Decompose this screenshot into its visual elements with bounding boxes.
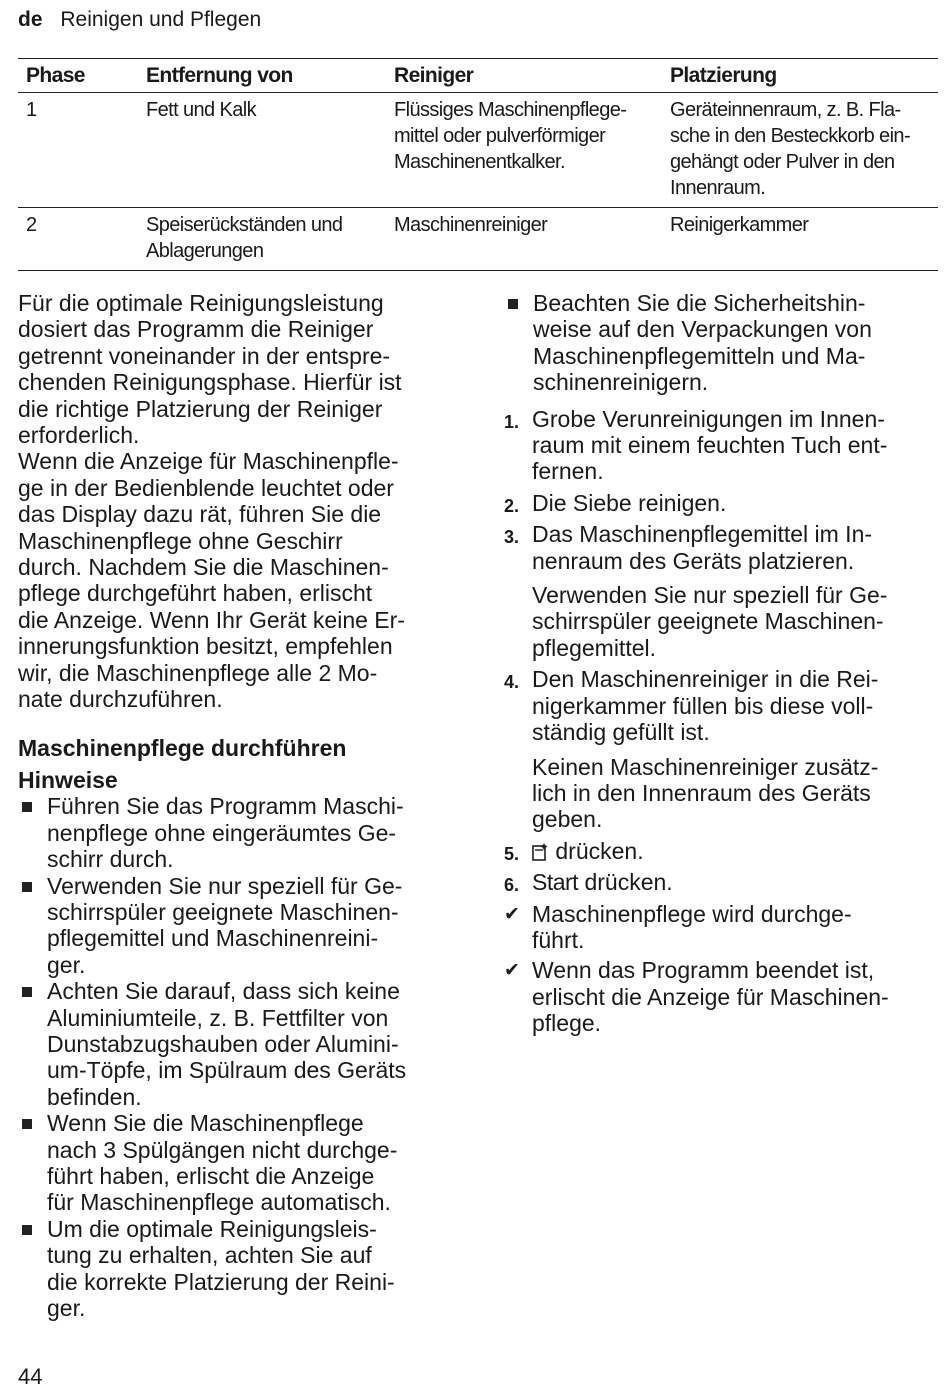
section-heading: Maschinenpflege durchführen bbox=[18, 734, 347, 761]
step-text: drücken. bbox=[578, 869, 673, 896]
start-key-label: Start bbox=[532, 869, 579, 896]
language-code: de bbox=[18, 8, 43, 31]
result-text: Wenn das Programm beendet ist, erlischt die Anzeige für Maschinen- pflege. bbox=[532, 957, 889, 1037]
step-number: 1. bbox=[504, 411, 520, 432]
left-column bbox=[18, 290, 458, 1321]
bullet-square-icon bbox=[22, 1225, 32, 1235]
safety-list bbox=[504, 290, 934, 396]
list-item bbox=[18, 873, 458, 979]
note-text: Wenn Sie die Maschinenpflege nach 3 Spülgängen nicht durchge- führt haben, erlischt die Anzeige für Maschinenpflege automatisch. bbox=[47, 1110, 398, 1216]
result-item bbox=[504, 901, 934, 954]
result-item bbox=[504, 957, 934, 1036]
table-row bbox=[18, 208, 938, 271]
step-note: Verwenden Sie nur speziell für Ge- schirrspüler geeignete Maschinen- pflegemittel. bbox=[532, 582, 888, 661]
step-text: Das Maschinenpflegemittel im In- nenraum des Geräts platzieren. bbox=[532, 521, 873, 574]
step-item bbox=[504, 406, 934, 485]
notes-list bbox=[18, 793, 458, 1321]
step-number: 3. bbox=[504, 527, 520, 548]
step-note: Keinen Maschinenreiniger zusätz- lich in den Innenraum des Geräts geben. bbox=[532, 753, 879, 833]
bullet-square-icon bbox=[22, 802, 32, 812]
step-item bbox=[504, 838, 934, 864]
step-text: Grobe Verunreinigungen im Innen- raum mit einem feuchten Tuch ent- fernen. bbox=[532, 405, 888, 485]
right-column bbox=[504, 290, 934, 1041]
cell-placement: Reinigerkammer bbox=[662, 208, 938, 271]
table-row bbox=[18, 93, 938, 208]
list-item bbox=[18, 793, 458, 872]
detergent-table bbox=[18, 58, 938, 271]
step-text: Die Siebe reinigen. bbox=[532, 489, 727, 516]
cell-removal: Fett und Kalk bbox=[138, 93, 386, 208]
intro-paragraph: Wenn die Anzeige für Maschinenpfle- ge in der Bedienblende leuchtet oder das Display dazu rät, führen Sie die Maschinenpflege ohne Geschirr durch. Nachdem Sie die Maschinen- pflege durchgeführt haben, erlischt die Anzeige. Wenn Ihr Gerät keine Er- innerungsfunktion besitzt, empfehlen wir, die Maschinenpflege alle 2 Mo- nate durchzuführen. bbox=[18, 448, 405, 713]
page-number: 44 bbox=[18, 1364, 43, 1389]
intro-paragraph: Für die optimale Reinigungsleistung dosiert das Programm die Reiniger getrennt voneinander in der entspre- chenden Reinigungsphase. Hierfür ist die richtige Platzierung der Reiniger erforderlich. bbox=[18, 290, 402, 449]
step-item bbox=[504, 490, 934, 516]
step-item bbox=[504, 521, 934, 661]
cell-placement: Geräteinnenraum, z. B. Fla- sche in den Besteckkorb ein- gehängt oder Pulver in den Innenraum. bbox=[662, 93, 938, 208]
bullet-square-icon bbox=[22, 882, 32, 892]
bullet-square-icon bbox=[508, 299, 518, 309]
step-item bbox=[504, 666, 934, 832]
steps-list bbox=[504, 406, 934, 896]
section-title: Reinigen und Pflegen bbox=[60, 8, 262, 31]
step-number: 6. bbox=[504, 875, 520, 896]
note-text: Führen Sie das Programm Maschi- nenpflege ohne eingeräumtes Ge- schirr durch. bbox=[47, 793, 404, 873]
step-text: Den Maschinenreiniger in die Rei- nigerkammer füllen bis diese voll- ständig gefüllt ist. bbox=[532, 666, 879, 746]
checkmark-icon: ✔ bbox=[504, 960, 520, 982]
note-text: Verwenden Sie nur speziell für Ge- schirrspüler geeignete Maschinen- pflegemittel und Maschinenreini- ger. bbox=[47, 872, 403, 978]
cell-cleaner: Maschinenreiniger bbox=[386, 208, 662, 271]
step-number: 4. bbox=[504, 672, 520, 693]
table-header-row bbox=[18, 59, 938, 93]
note-text: Um die optimale Reinigungsleis- tung zu erhalten, achten Sie auf die korrekte Platzierung der Reini- ger. bbox=[47, 1215, 395, 1322]
list-item bbox=[504, 290, 934, 396]
cell-removal: Speiserückständen und Ablagerungen bbox=[138, 208, 386, 271]
header-phase: Phase bbox=[18, 59, 138, 93]
checkmark-icon: ✔ bbox=[504, 903, 520, 925]
cell-cleaner: Flüssiges Maschinenpflege- mittel oder pulverförmiger Maschinenentkalker. bbox=[386, 93, 662, 208]
result-text: Maschinenpflege wird durchge- führt. bbox=[532, 900, 852, 953]
machine-care-icon bbox=[532, 840, 549, 859]
header-placement: Platzierung bbox=[662, 59, 938, 93]
step-item bbox=[504, 869, 934, 895]
note-text: Achten Sie darauf, dass sich keine Aluminiumteile, z. B. Fettfilter von Dunstabzugshauben oder Alumini- um-Töpfe, im Spülraum des Geräts befinden. bbox=[47, 978, 407, 1110]
header-removal: Entfernung von bbox=[138, 59, 386, 93]
header-cleaner: Reiniger bbox=[386, 59, 662, 93]
cell-phase: 1 bbox=[18, 93, 138, 208]
list-item bbox=[18, 978, 458, 1110]
bullet-square-icon bbox=[22, 987, 32, 997]
step-text: drücken. bbox=[549, 837, 644, 864]
notes-heading: Hinweise bbox=[18, 766, 118, 793]
step-number: 5. bbox=[504, 843, 520, 864]
list-item bbox=[18, 1216, 458, 1322]
list-item bbox=[18, 1110, 458, 1216]
safety-text: Beachten Sie die Sicherheitshin- weise auf den Verpackungen von Maschinenpflegemitteln und Ma- schinenreinigern. bbox=[533, 290, 872, 396]
step-number: 2. bbox=[504, 495, 520, 516]
page-header bbox=[18, 8, 261, 32]
cell-phase: 2 bbox=[18, 208, 138, 271]
bullet-square-icon bbox=[22, 1119, 32, 1129]
